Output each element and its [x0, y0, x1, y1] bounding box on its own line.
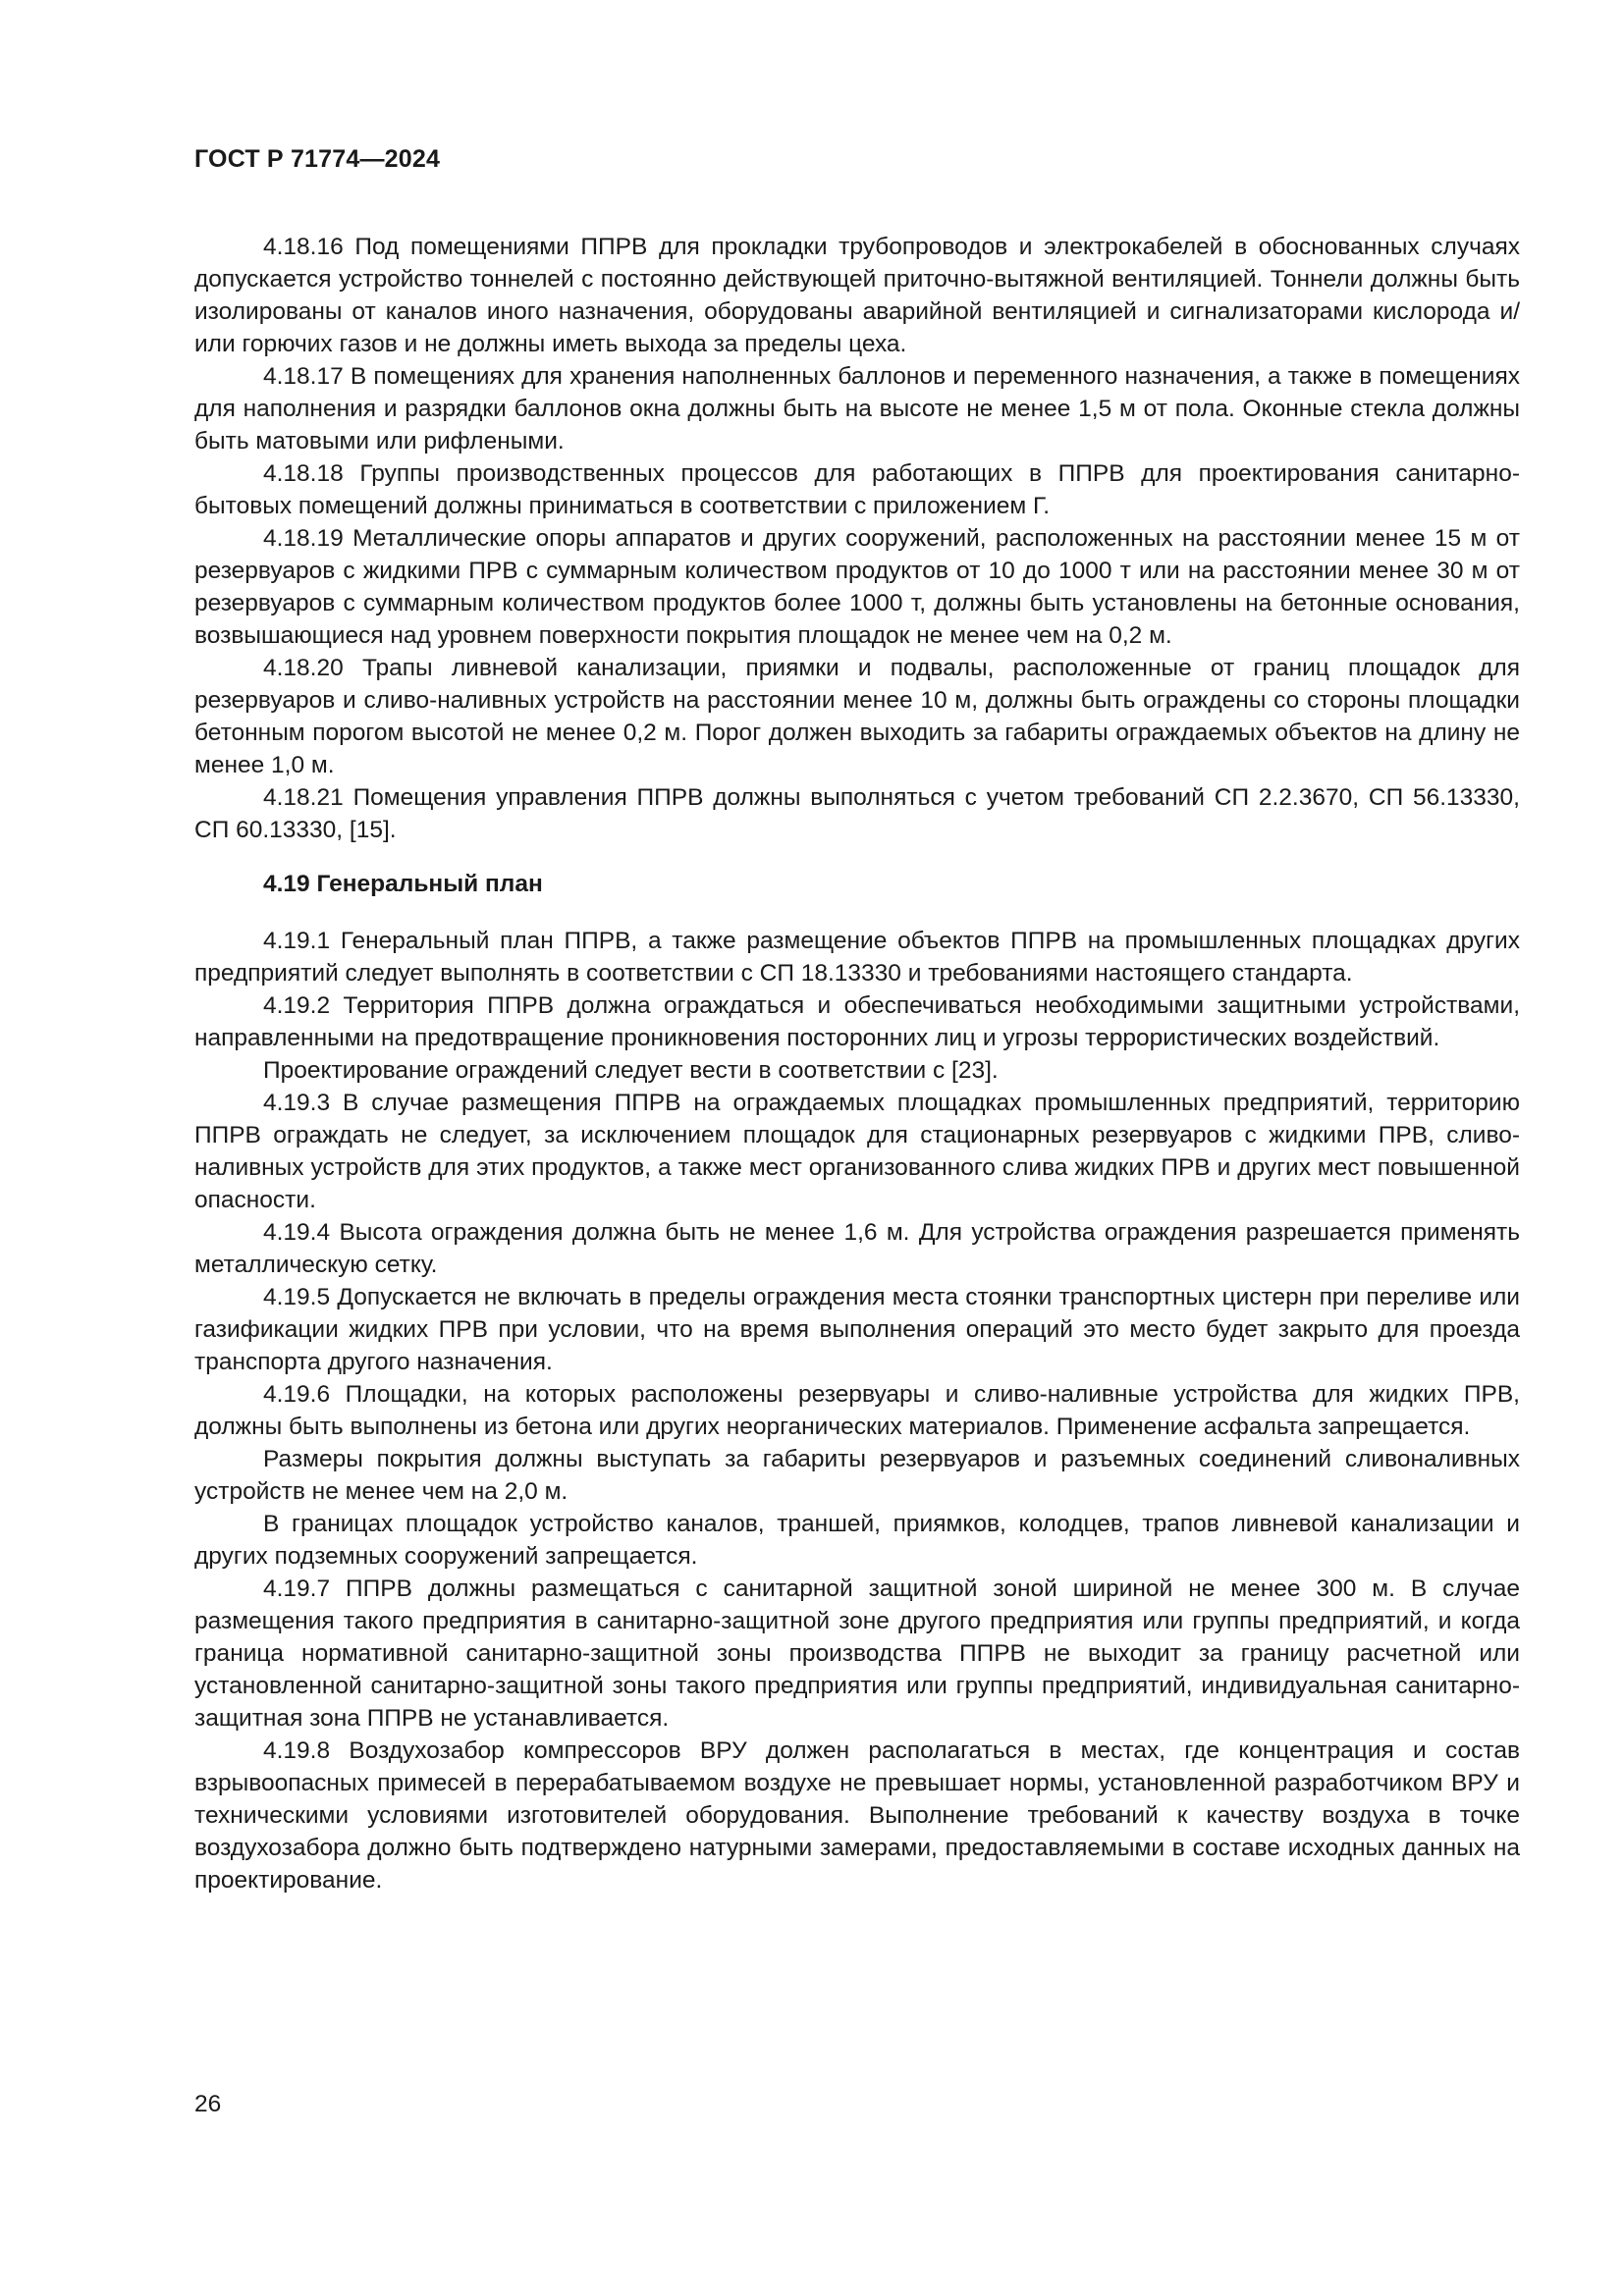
paragraph-4-18-16: 4.18.16 Под помещениями ППРВ для прокладки трубопроводов и электрокабелей в обоснованных случаях допускается устройство тоннелей с постоянно действующей приточно-вытяжной вентиляцией. Тоннели должны быть изолированы от каналов иного назначения, оборудованы аварийной вентиляцией и сигнализаторами кислорода и/или горючих газов и не должны иметь выхода за пределы цеха. — [194, 234, 1520, 357]
paragraph-4-19-2-fences: Проектирование ограждений следует вести в соответствии с [23]. — [263, 1057, 999, 1084]
paragraphs-section-4-19 — [194, 925, 1520, 1896]
paragraph-4-18-17: 4.18.17 В помещениях для хранения наполненных баллонов и переменного назначения, а также в помещениях для наполнения и разрядки баллонов окна должны быть на высоте не менее 1,5 м от пола. Оконные стекла должны быть матовыми или рифлеными. — [194, 363, 1520, 454]
section-heading-4-19: 4.19 Генеральный план — [263, 871, 543, 897]
paragraph-4-18-20: 4.18.20 Трапы ливневой канализации, приямки и подвалы, расположенные от границ площадок для резервуаров и сливо-наливных устройств на расстоянии менее 10 м, должны быть ограждены со стороны площадки бетонным порогом высотой не менее 0,2 м. Порог должен выходить за габариты ограждаемых объектов на длину не менее 1,0 м. — [194, 655, 1520, 778]
paragraph-4-18-19: 4.18.19 Металлические опоры аппаратов и других сооружений, расположенных на расстоянии менее 15 м от резервуаров с жидкими ПРВ с суммарным количеством продуктов от 10 до 1000 т или на расстоянии менее 30 м от резервуаров с суммарным количеством продуктов более 1000 т, должны быть установлены на бетонные основания, возвышающиеся над уровнем поверхности покрытия площадок не менее чем на 0,2 м. — [194, 525, 1520, 649]
paragraph-4-19-6-coating: Размеры покрытия должны выступать за габариты резервуаров и разъемных соединений сливоналивных устройств не менее чем на 2,0 м. — [194, 1446, 1520, 1505]
paragraph-4-19-6: 4.19.6 Площадки, на которых расположены резервуары и сливо-наливные устройства для жидких ПРВ, должны быть выполнены из бетона или других неорганических материалов. Применение асфальта запрещается. — [194, 1381, 1520, 1440]
document-header-title: ГОСТ Р 71774—2024 — [194, 145, 441, 173]
page-number: 26 — [194, 2091, 222, 2117]
paragraph-4-19-7: 4.19.7 ППРВ должны размещаться с санитарной защитной зоной шириной не менее 300 м. В случае размещения такого предприятия в санитарно-защитной зоне другого предприятия или группы предприятий, и когда граница нормативной санитарно-защитной зоны производства ППРВ не выходит за границу расчетной или установленной санитарно-защитной зоны такого предприятия или группы предприятий, индивидуальная санитарно-защитная зона ППРВ не устанавливается. — [194, 1575, 1520, 1732]
paragraph-4-18-18: 4.18.18 Группы производственных процессов для работающих в ППРВ для проектирования санитарно-бытовых помещений должны приниматься в соответствии с приложением Г. — [194, 460, 1520, 519]
paragraph-4-19-4: 4.19.4 Высота ограждения должна быть не менее 1,6 м. Для устройства ограждения разрешается применять металлическую сетку. — [194, 1219, 1520, 1278]
paragraph-4-19-1: 4.19.1 Генеральный план ППРВ, а также размещение объектов ППРВ на промышленных площадках других предприятий следует выполнять в соответствии с СП 18.13330 и требованиями настоящего стандарта. — [194, 928, 1520, 987]
document-page — [194, 145, 1520, 1896]
paragraph-4-19-8: 4.19.8 Воздухозабор компрессоров ВРУ должен располагаться в местах, где концентрация и состав взрывоопасных примесей в перерабатываемом воздухе не превышает нормы, установленной разработчиком ВРУ и техническими условиями изготовителей оборудования. Выполнение требований к качеству воздуха в точке воздухозабора должно быть подтверждено натурными замерами, предоставляемыми в составе исходных данных на проектирование. — [194, 1737, 1520, 1894]
paragraph-4-19-6-prohibition: В границах площадок устройство каналов, траншей, приямков, колодцев, трапов ливневой канализации и других подземных сооружений запрещается. — [194, 1511, 1520, 1570]
paragraph-4-19-3: 4.19.3 В случае размещения ППРВ на ограждаемых площадках промышленных предприятий, территорию ППРВ ограждать не следует, за исключением площадок для стационарных резервуаров с жидкими ПРВ, сливо-наливных устройств для этих продуктов, а также мест организованного слива жидких ПРВ и других мест повышенной опасности. — [194, 1090, 1520, 1213]
paragraphs-section-4-18 — [194, 231, 1520, 846]
paragraph-4-18-21: 4.18.21 Помещения управления ППРВ должны выполняться с учетом требований СП 2.2.3670, СП 56.13330, СП 60.13330, [15]. — [194, 784, 1520, 843]
paragraph-4-19-2: 4.19.2 Территория ППРВ должна ограждаться и обеспечиваться необходимыми защитными устройствами, направленными на предотвращение проникновения посторонних лиц и угрозы террористических воздействий. — [194, 992, 1520, 1051]
paragraph-4-19-5: 4.19.5 Допускается не включать в пределы ограждения места стоянки транспортных цистерн при переливе или газификации жидких ПРВ при условии, что на время выполнения операций это место будет закрыто для проезда транспорта другого назначения. — [194, 1284, 1520, 1375]
